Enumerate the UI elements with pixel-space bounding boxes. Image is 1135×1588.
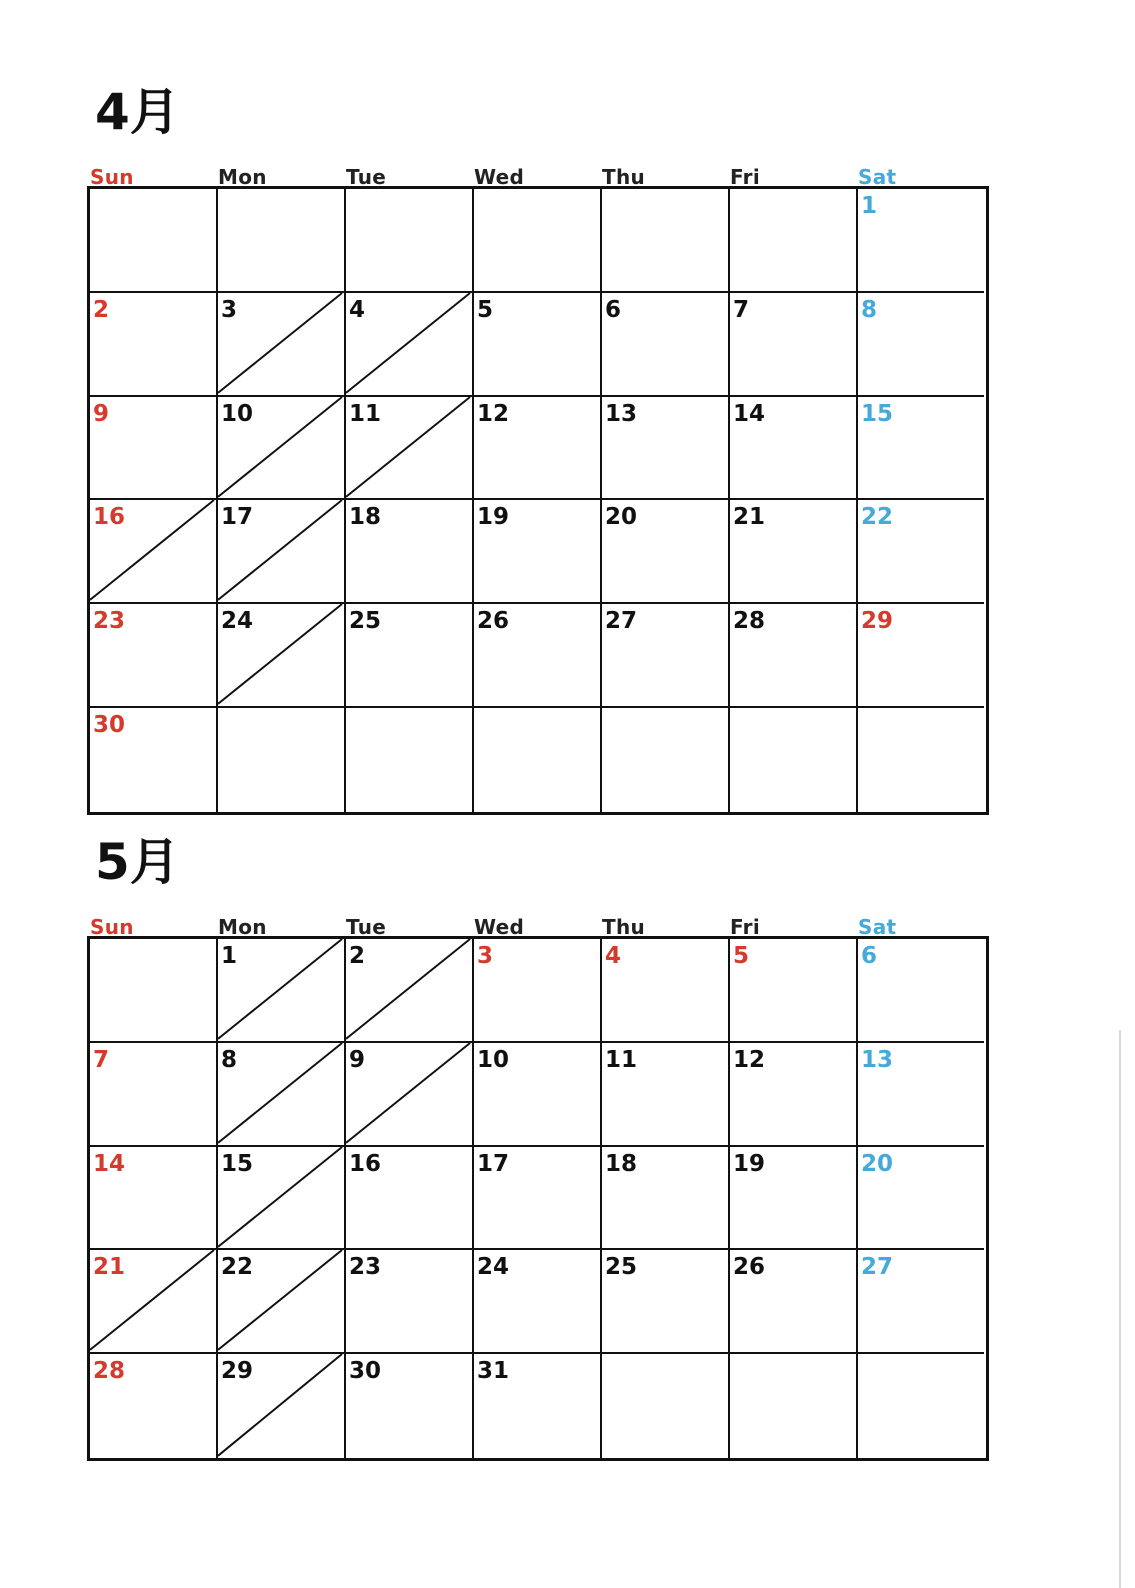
day-number: 16 bbox=[93, 504, 126, 531]
day-cell bbox=[474, 604, 602, 708]
diagonal-slash-mark bbox=[218, 939, 344, 1041]
page-edge bbox=[1119, 1030, 1121, 1588]
day-number: 26 bbox=[477, 608, 510, 635]
day-cell bbox=[218, 939, 346, 1043]
weekday-label-sun: Sun bbox=[90, 915, 134, 939]
day-number: 2 bbox=[349, 943, 366, 969]
weekday-label-sun: Sun bbox=[90, 165, 134, 189]
day-cell bbox=[730, 293, 858, 397]
day-cell bbox=[90, 1354, 218, 1458]
day-cell bbox=[858, 939, 984, 1043]
day-number: 1 bbox=[221, 943, 238, 969]
day-number: 17 bbox=[221, 504, 254, 531]
weekday-label-wed: Wed bbox=[474, 915, 525, 939]
day-number: 3 bbox=[477, 943, 494, 969]
day-cell bbox=[346, 500, 474, 604]
day-number: 21 bbox=[733, 504, 766, 531]
empty-cell bbox=[858, 1354, 984, 1458]
day-cell bbox=[858, 293, 984, 397]
day-number: 8 bbox=[861, 296, 878, 323]
weekday-label-fri: Fri bbox=[730, 915, 761, 939]
empty-cell bbox=[730, 1354, 858, 1458]
month-title: 5月 bbox=[95, 833, 180, 891]
empty-cell bbox=[602, 1354, 730, 1458]
day-cell bbox=[602, 1147, 730, 1251]
day-number: 14 bbox=[93, 1150, 126, 1177]
day-cell bbox=[90, 293, 218, 397]
day-cell bbox=[218, 397, 346, 501]
day-cell bbox=[474, 1147, 602, 1251]
day-cell bbox=[730, 1043, 858, 1147]
day-number: 6 bbox=[861, 943, 878, 969]
day-number: 24 bbox=[477, 1254, 510, 1281]
day-number: 25 bbox=[349, 608, 382, 635]
day-number: 14 bbox=[733, 400, 766, 427]
day-cell bbox=[858, 1147, 984, 1251]
day-cell bbox=[474, 1043, 602, 1147]
day-number: 10 bbox=[477, 1046, 510, 1073]
weekday-header-row bbox=[87, 915, 985, 937]
day-number: 13 bbox=[861, 1046, 894, 1073]
day-number: 16 bbox=[349, 1150, 382, 1177]
day-number: 31 bbox=[477, 1358, 510, 1385]
day-cell bbox=[474, 1354, 602, 1458]
calendar-grid bbox=[87, 936, 989, 1461]
day-cell bbox=[90, 1147, 218, 1251]
day-cell bbox=[218, 1354, 346, 1458]
day-number: 29 bbox=[221, 1358, 254, 1385]
day-number: 15 bbox=[221, 1150, 254, 1177]
day-cell bbox=[474, 500, 602, 604]
weekday-label-sat: Sat bbox=[858, 165, 897, 189]
day-cell bbox=[858, 604, 984, 708]
day-cell bbox=[602, 604, 730, 708]
day-number: 12 bbox=[477, 400, 510, 427]
day-cell bbox=[602, 939, 730, 1043]
day-number: 4 bbox=[349, 296, 366, 323]
day-cell bbox=[218, 1043, 346, 1147]
day-number: 6 bbox=[605, 296, 622, 323]
day-number: 5 bbox=[477, 296, 494, 323]
day-number: 18 bbox=[349, 504, 382, 531]
day-cell bbox=[346, 939, 474, 1043]
empty-cell bbox=[602, 189, 730, 293]
day-number: 7 bbox=[733, 296, 750, 323]
day-cell bbox=[90, 1043, 218, 1147]
day-number: 9 bbox=[349, 1046, 366, 1073]
day-cell bbox=[730, 1250, 858, 1354]
day-cell bbox=[602, 1250, 730, 1354]
day-cell bbox=[858, 500, 984, 604]
weekday-label-thu: Thu bbox=[602, 915, 646, 939]
day-cell bbox=[218, 1250, 346, 1354]
day-cell bbox=[90, 604, 218, 708]
day-number: 4 bbox=[605, 943, 622, 969]
day-cell bbox=[474, 1250, 602, 1354]
day-number: 11 bbox=[605, 1046, 638, 1073]
weekday-label-wed: Wed bbox=[474, 165, 525, 189]
empty-cell bbox=[346, 708, 474, 812]
day-number: 5 bbox=[733, 943, 750, 969]
empty-cell bbox=[474, 708, 602, 812]
day-number: 22 bbox=[861, 504, 894, 531]
day-number: 9 bbox=[93, 400, 110, 427]
day-number: 15 bbox=[861, 400, 894, 427]
month-title: 4月 bbox=[95, 83, 180, 141]
diagonal-slash-mark bbox=[90, 500, 216, 602]
diagonal-slash-mark bbox=[218, 1043, 344, 1145]
weekday-label-sat: Sat bbox=[858, 915, 897, 939]
diagonal-slash-mark bbox=[218, 397, 344, 499]
diagonal-slash-mark bbox=[218, 604, 344, 706]
weekday-label-mon: Mon bbox=[218, 165, 267, 189]
day-number: 19 bbox=[477, 504, 510, 531]
day-number: 21 bbox=[93, 1254, 126, 1281]
day-number: 27 bbox=[605, 608, 638, 635]
day-cell bbox=[602, 397, 730, 501]
weekday-header-row bbox=[87, 165, 985, 187]
day-cell bbox=[218, 500, 346, 604]
day-cell bbox=[730, 1147, 858, 1251]
day-cell bbox=[346, 1250, 474, 1354]
empty-cell bbox=[858, 708, 984, 812]
diagonal-slash-mark bbox=[346, 1043, 472, 1145]
day-cell bbox=[730, 939, 858, 1043]
day-cell bbox=[90, 500, 218, 604]
day-number: 10 bbox=[221, 400, 254, 427]
day-number: 20 bbox=[861, 1150, 894, 1177]
calendar-grid bbox=[87, 186, 989, 815]
empty-cell bbox=[474, 189, 602, 293]
day-cell bbox=[346, 604, 474, 708]
day-cell bbox=[474, 397, 602, 501]
day-number: 11 bbox=[349, 400, 382, 427]
day-cell bbox=[858, 1043, 984, 1147]
empty-cell bbox=[218, 708, 346, 812]
day-number: 17 bbox=[477, 1150, 510, 1177]
day-cell bbox=[90, 708, 218, 812]
day-number: 13 bbox=[605, 400, 638, 427]
day-cell bbox=[602, 500, 730, 604]
day-number: 7 bbox=[93, 1046, 110, 1073]
weekday-label-fri: Fri bbox=[730, 165, 761, 189]
day-number: 1 bbox=[861, 193, 878, 219]
empty-cell bbox=[90, 189, 218, 293]
day-number: 12 bbox=[733, 1046, 766, 1073]
day-number: 29 bbox=[861, 608, 894, 635]
weekday-label-thu: Thu bbox=[602, 165, 646, 189]
day-cell bbox=[90, 1250, 218, 1354]
day-cell bbox=[858, 1250, 984, 1354]
day-cell bbox=[346, 293, 474, 397]
diagonal-slash-mark bbox=[218, 293, 344, 395]
day-cell bbox=[730, 500, 858, 604]
weekday-label-tue: Tue bbox=[346, 915, 387, 939]
empty-cell bbox=[346, 189, 474, 293]
day-number: 23 bbox=[93, 608, 126, 635]
day-cell bbox=[346, 1147, 474, 1251]
empty-cell bbox=[90, 939, 218, 1043]
day-cell bbox=[858, 189, 984, 293]
diagonal-slash-mark bbox=[346, 939, 472, 1041]
diagonal-slash-mark bbox=[90, 1250, 216, 1352]
day-cell bbox=[218, 604, 346, 708]
day-cell bbox=[346, 1354, 474, 1458]
diagonal-slash-mark bbox=[218, 1250, 344, 1352]
empty-cell bbox=[730, 708, 858, 812]
diagonal-slash-mark bbox=[346, 293, 472, 395]
day-number: 19 bbox=[733, 1150, 766, 1177]
day-number: 28 bbox=[93, 1358, 126, 1385]
day-number: 30 bbox=[93, 712, 126, 738]
diagonal-slash-mark bbox=[218, 1354, 344, 1458]
day-cell bbox=[602, 1043, 730, 1147]
day-cell bbox=[474, 293, 602, 397]
day-cell bbox=[730, 397, 858, 501]
day-number: 28 bbox=[733, 608, 766, 635]
day-cell bbox=[346, 1043, 474, 1147]
day-number: 30 bbox=[349, 1358, 382, 1385]
day-number: 8 bbox=[221, 1046, 238, 1073]
day-cell bbox=[218, 1147, 346, 1251]
day-cell bbox=[730, 604, 858, 708]
day-cell bbox=[858, 397, 984, 501]
day-number: 22 bbox=[221, 1254, 254, 1281]
day-number: 23 bbox=[349, 1254, 382, 1281]
empty-cell bbox=[730, 189, 858, 293]
day-number: 26 bbox=[733, 1254, 766, 1281]
day-number: 18 bbox=[605, 1150, 638, 1177]
diagonal-slash-mark bbox=[218, 1147, 344, 1249]
weekday-label-mon: Mon bbox=[218, 915, 267, 939]
day-cell bbox=[218, 293, 346, 397]
day-number: 20 bbox=[605, 504, 638, 531]
empty-cell bbox=[218, 189, 346, 293]
empty-cell bbox=[602, 708, 730, 812]
diagonal-slash-mark bbox=[346, 397, 472, 499]
day-number: 27 bbox=[861, 1254, 894, 1281]
day-number: 3 bbox=[221, 296, 238, 323]
day-cell bbox=[346, 397, 474, 501]
day-cell bbox=[90, 397, 218, 501]
day-cell bbox=[602, 293, 730, 397]
day-number: 24 bbox=[221, 608, 254, 635]
day-number: 25 bbox=[605, 1254, 638, 1281]
weekday-label-tue: Tue bbox=[346, 165, 387, 189]
day-number: 2 bbox=[93, 296, 110, 323]
diagonal-slash-mark bbox=[218, 500, 344, 602]
day-cell bbox=[474, 939, 602, 1043]
